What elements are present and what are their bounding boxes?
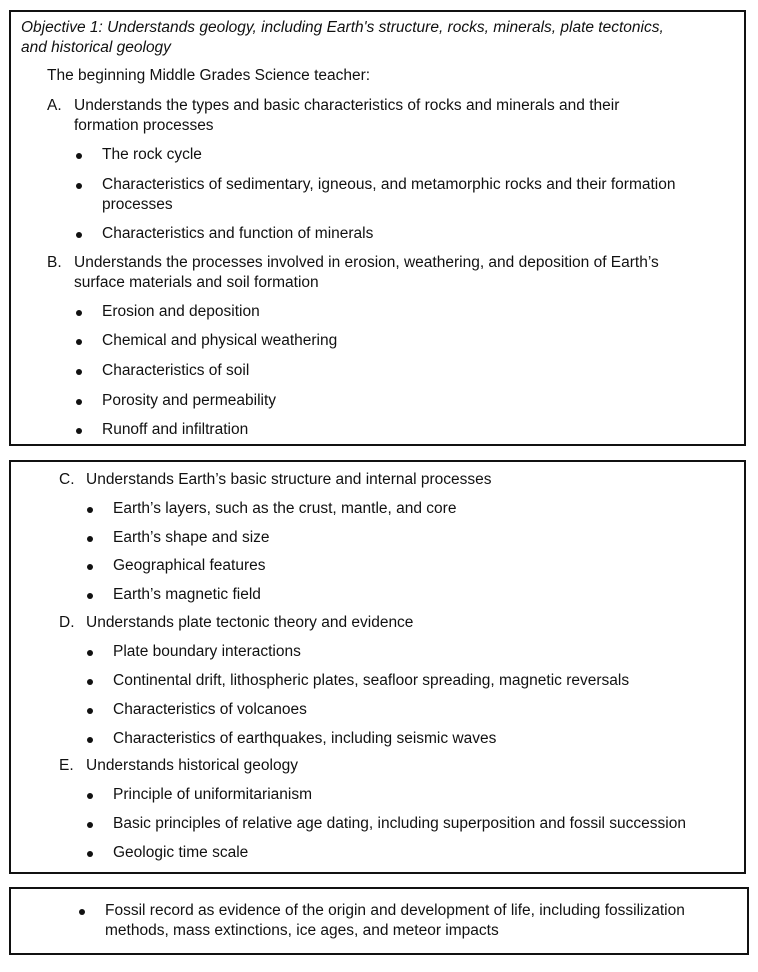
list-item-text: The rock cycle [102, 146, 202, 163]
section-heading-line-2: formation processes [74, 117, 214, 134]
list-item-text: Characteristics of earthquakes, including seismic waves [113, 730, 497, 747]
objective-title-line-1: Objective 1: Understands geology, including Earth's structure, rocks, minerals, plate tectonics, [21, 19, 664, 36]
list-item-text: Porosity and permeability [102, 392, 277, 409]
section-heading [74, 96, 619, 136]
section-letter: D. [59, 614, 75, 631]
objective-box-1 [9, 10, 746, 446]
bullet-icon [76, 232, 82, 238]
list-item-text: Continental drift, lithospheric plates, seafloor spreading, magnetic reversals [113, 672, 630, 689]
section-heading-line-2: surface materials and soil formation [74, 274, 319, 291]
list-item-text: Principle of uniformitarianism [113, 786, 312, 803]
section-heading: Understands historical geology [86, 757, 298, 774]
section-heading: Understands Earth’s basic structure and internal processes [86, 471, 492, 488]
section-heading-line-1: Understands the processes involved in erosion, weathering, and deposition of Earth’s [74, 254, 659, 271]
list-item-line-2: methods, mass extinctions, ice ages, and meteor impacts [105, 922, 499, 939]
list-item-text: Earth’s layers, such as the crust, mantle, and core [113, 500, 457, 517]
bullet-icon [87, 851, 93, 857]
list-item-line-1: Characteristics of sedimentary, igneous, and metamorphic rocks and their formation [102, 176, 676, 193]
section-letter: C. [59, 471, 75, 488]
bullet-icon [76, 369, 82, 375]
bullet-icon [87, 593, 93, 599]
bullet-icon [87, 793, 93, 799]
bullet-icon [76, 428, 82, 434]
list-item-text: Erosion and deposition [102, 303, 260, 320]
section-letter: A. [47, 97, 62, 114]
list-item-text: Characteristics of volcanoes [113, 701, 307, 718]
bullet-icon [87, 564, 93, 570]
list-item-text: Characteristics of soil [102, 362, 250, 379]
bullet-icon [76, 310, 82, 316]
list-item-text: Runoff and infiltration [102, 421, 249, 438]
bullet-icon [87, 679, 93, 685]
bullet-icon [87, 507, 93, 513]
objective-title [21, 18, 736, 58]
list-item-text: Characteristics and function of minerals [102, 225, 374, 242]
bullet-icon [87, 536, 93, 542]
objective-title-line-2: and historical geology [21, 39, 171, 56]
list-item-text: Chemical and physical weathering [102, 332, 338, 349]
list-item-text: Plate boundary interactions [113, 643, 301, 660]
list-item-text: Geographical features [113, 557, 266, 574]
bullet-icon [87, 822, 93, 828]
objective-box-2 [9, 460, 746, 874]
list-item-text: Earth’s shape and size [113, 529, 270, 546]
section-letter: E. [59, 757, 74, 774]
bullet-icon [87, 650, 93, 656]
list-item-text: Earth’s magnetic field [113, 586, 261, 603]
bullet-icon [76, 153, 82, 159]
section-heading [74, 253, 659, 293]
section-letter: B. [47, 254, 62, 271]
bullet-icon [87, 708, 93, 714]
bullet-icon [87, 737, 93, 743]
bullet-icon [79, 909, 85, 915]
list-item-line-1: Fossil record as evidence of the origin and development of life, including fossilization [105, 902, 685, 919]
objective-box-3 [9, 887, 749, 955]
list-item-text: Basic principles of relative age dating, including superposition and fossil succession [113, 815, 686, 832]
intro-text: The beginning Middle Grades Science teacher: [47, 67, 371, 84]
bullet-icon [76, 339, 82, 345]
bullet-icon [76, 183, 82, 189]
list-item-text [102, 175, 675, 215]
list-item-line-2: processes [102, 196, 173, 213]
list-item-text: Geologic time scale [113, 844, 249, 861]
section-heading: Understands plate tectonic theory and evidence [86, 614, 414, 631]
section-heading-line-1: Understands the types and basic characteristics of rocks and minerals and their [74, 97, 620, 114]
bullet-icon [76, 399, 82, 405]
list-item-text [105, 901, 685, 941]
